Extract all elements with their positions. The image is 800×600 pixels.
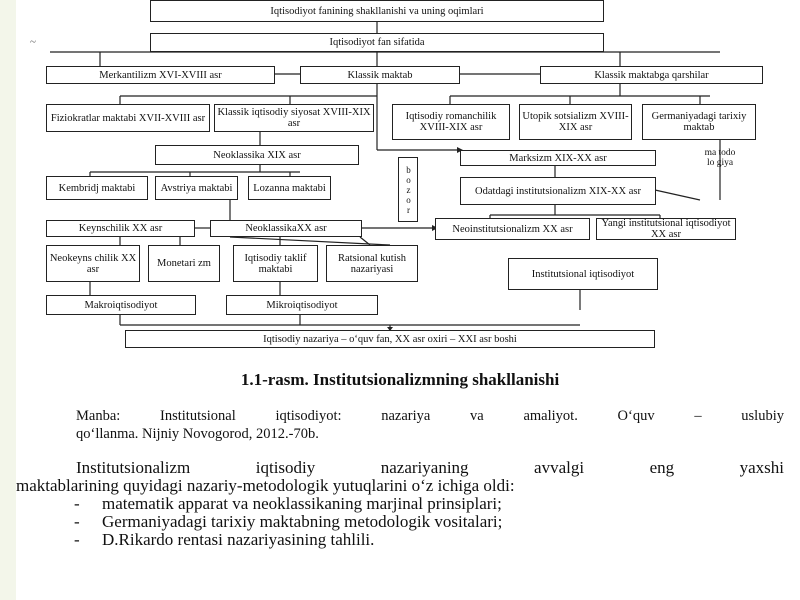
bozor-box [398,157,418,222]
mikro-box [226,295,378,315]
taklif-label: Iqtisodiy taklif maktabi [244,252,307,275]
keynschilik-box [46,220,195,237]
avstriya-box [155,176,238,200]
inst-iqt-label: Institutsional iqtisodiyot [531,268,635,280]
marksizm-box [460,150,656,166]
body-line-2: maktablarining quyidagi nazariy-metodologik yutuqlarini o‘z ichiga oldi: [16,476,515,495]
bottom-box [125,330,655,348]
kembridj-box [46,176,148,200]
fiziokratlar-label: Fiziokratlar maktabi XVII-XVIII asr [50,112,206,124]
keynschilik-label: Keynschilik XX asr [78,223,163,234]
neokeyns-box [46,245,140,282]
lozanna-label: Lozanna maktabi [253,182,326,194]
diagram-title-box [150,0,604,22]
klassik-box [300,66,460,84]
monetarizm-box [148,245,220,282]
yangi-inst-label: Yangi institutsional iqtisodiyot XX asr [601,218,731,240]
merkantilizm-box [46,66,275,84]
ratsional-box [326,245,418,282]
makro-label: Makroiqtisodiyot [84,299,158,311]
kembridj-label: Kembridj maktabi [58,182,136,194]
bullet: - [74,530,80,549]
utopik-label: Utopik sotsializm XVIII-XIX asr [522,111,629,133]
neoklassika19-box [155,145,359,165]
romanchilik-label: Iqtisodiy romanchilik XVIII-XIX asr [405,111,497,133]
fiziokratlar-box [46,104,210,132]
makro-box [46,295,196,315]
lozanna-box [248,176,331,200]
klassik-siyosat-box [214,104,374,132]
bullet: - [74,512,80,531]
germaniya-box [642,104,756,140]
klassik-label: Klassik maktab [347,69,413,81]
neoklassika19-label: Neoklassika XIX asr [213,149,301,161]
romanchilik-box [392,104,510,140]
klassik-siyosat-label: Klassik iqtisodiy siyosat XVIII-XIX asr [217,107,371,129]
diagram-title: Iqtisodiyot fanining shakllanishi va uning oqimlari [270,5,484,17]
monetarizm-label: Monetari zm [157,258,211,269]
mikro-label: Mikroiqtisodiyot [266,299,338,311]
fan-label: Iqtisodiyot fan sifatida [329,37,425,48]
figure-caption: 1.1-rasm. Institutsionalizmning shakllanishi [240,370,560,389]
bullet: - [74,494,80,513]
neoinst-label: Neoinstitutsionalizm XX asr [452,223,573,235]
ratsional-label: Ratsional kutish nazariyasi [338,252,406,275]
neoinst-box [435,218,590,240]
list-item: - matematik apparat va neoklassikaning marjinal prinsiplari; [74,494,502,513]
yangi-inst-box [596,218,736,240]
neoklassika20-label: NeoklassikaXX asr [245,223,327,234]
neokeyns-label: Neokeyns chilik XX asr [49,252,137,275]
merkantilizm-label: Merkantilizm XVI-XVIII asr [99,69,222,81]
fan-box [150,33,604,52]
body-line-1: Institutsionalizm iqtisodiy nazariyaning avvalgi eng yaxshi [76,458,784,477]
marksizm-label: Marksizm XIX-XX asr [509,152,607,164]
qarshilar-label: Klassik maktabga qarshilar [594,69,709,81]
neoklassika20-box [210,220,362,237]
odatdagi-label: Odatdagi institutsionalizm XIX-XX asr [475,185,641,197]
germaniya-label: Germaniyadagi tarixiy maktab [651,111,747,133]
qarshilar-box [540,66,763,84]
source-line-1: Manba: Institutsional iqtisodiyot: nazariya va amaliyot. O‘quv – uslubiy [76,408,784,424]
body-paragraph [16,459,784,549]
avstriya-label: Avstriya maktabi [160,182,233,194]
stray-mark: ~ [30,36,36,48]
source-note [76,407,784,443]
list-item: - D.Rikardo rentasi nazariyasining tahlili. [74,530,375,549]
bozor-label: bozor [403,164,414,215]
list-item: - Germaniyadagi tarixiy maktabning metodologik vositalari; [74,512,503,531]
bottom-label: Iqtisodiy nazariya – o‘quv fan, XX asr oxiri – XXI asr boshi [263,333,517,345]
source-line-2: qo‘llanma. Nijniy Novogorod, 2012.-70b. [76,426,319,442]
metodologiya-label: ma todo lo giya [704,148,736,168]
odatdagi-box [460,177,656,205]
taklif-box [233,245,318,282]
utopik-box [519,104,632,140]
inst-iqt-box [508,258,658,290]
